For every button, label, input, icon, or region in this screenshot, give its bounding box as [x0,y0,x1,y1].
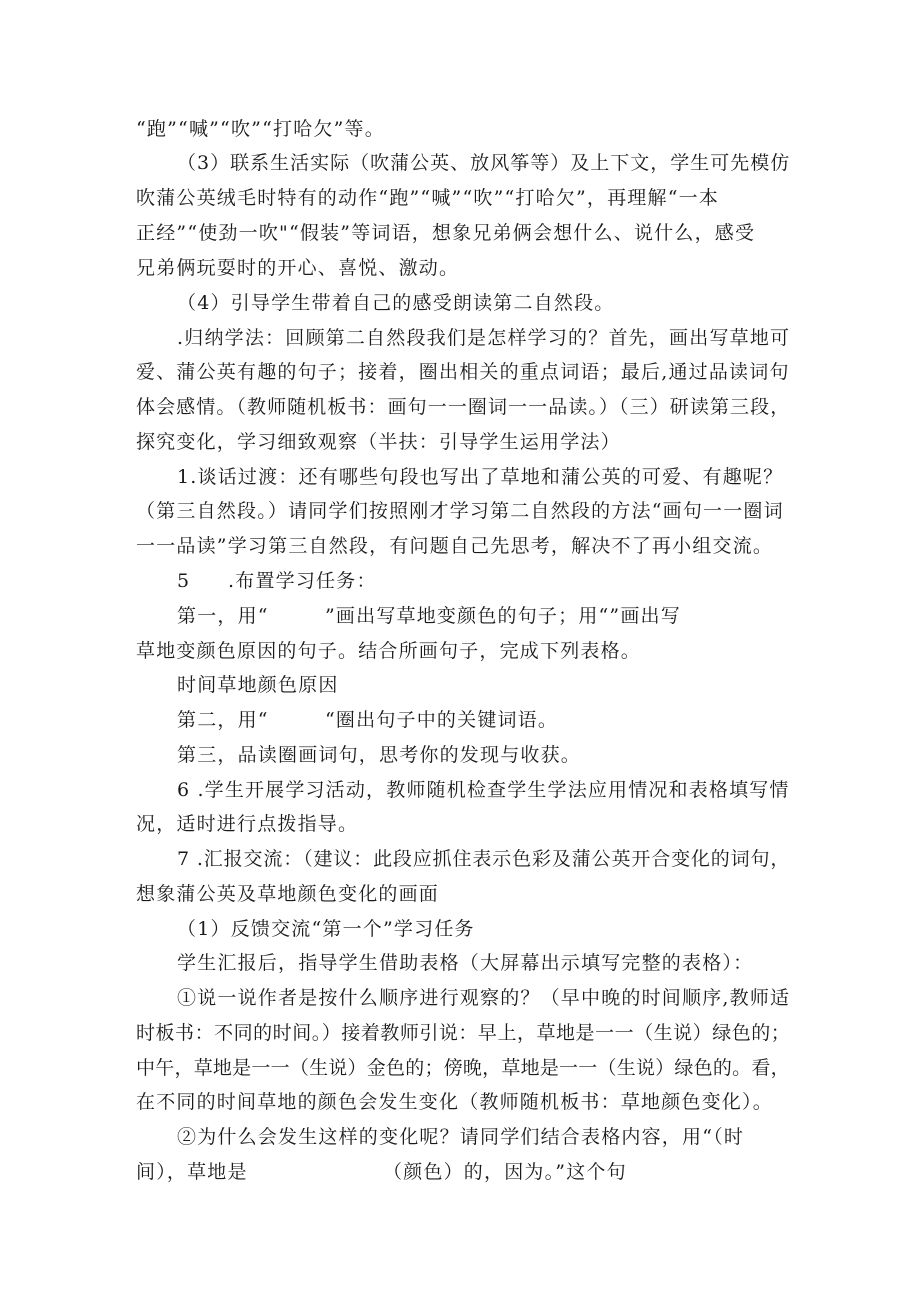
text-line: 兄弟俩玩耍时的开心、喜悦、激动。 [136,257,460,279]
text-line: 中午，草地是一一（生说）金色的；傍晚，草地是一一（生说）绿色的。看， [136,1057,790,1079]
text-line: （第三自然段。）请同学们按照刚才学习第二自然段的方法“画句一一圈词 [136,500,784,522]
text-line: ②为什么会发生这样的变化呢？请同学们结合表格内容，用“（时 [177,1126,745,1148]
text-line: 况，适时进行点拨指导。 [136,813,359,835]
text-line: 爱、蒲公英有趣的句子；接着，圈出相关的重点词语；最后,通过品读词句 [136,361,790,383]
text-line: 一一品读”学习第三自然段，有问题自己先思考，解决不了再小组交流。 [136,535,774,557]
text-line: 想象蒲公英及草地颜色变化的画面 [136,883,440,905]
text-line: 正经”“使劲一吹"“假装”等词语，想象兄弟俩会想什么、说什么，感受 [136,222,756,244]
text-line: 间），草地是 [136,1161,248,1183]
text-line: 学生汇报后，指导学生借助表格（大屏幕出示填写完整的表格）： [177,952,754,974]
text-line: ”画出写草地变颜色的句子；用“”画出写 [325,605,681,627]
list-number: 5 [177,570,191,592]
text-line: ①说一说作者是按什么顺序进行观察的？（早中晚的时间顺序,教师适 [177,987,791,1009]
text-line: 1.谈话过渡：还有哪些句段也写出了草地和蒲公英的可爱、有趣呢？ [177,466,784,488]
text-line: 在不同的时间草地的颜色会发生变化（教师随机板书：草地颜色变化）。 [136,1091,773,1113]
text-line: 第二，用“ [177,709,269,731]
text-line: 时板书：不同的时间。）接着教师引说：早上，草地是一一（生说）绿色的； [136,1022,791,1044]
text-line: 吹蒲公英绒毛时特有的动作“跑”“喊”“吹”“打哈欠”，再理解“一本 [136,187,720,209]
text-line: 草地变颜色原因的句子。结合所画句子，完成下列表格。 [136,640,642,662]
text-line: 第三，品读圈画词句，思考你的发现与收获。 [177,744,582,766]
text-line: （4）引导学生带着自己的感受朗读第二自然段。 [177,292,615,314]
text-line: （3）联系生活实际（吹蒲公英、放风筝等）及上下文，学生可先模仿 [177,152,791,174]
text-line: .归纳学法：回顾第二自然段我们是怎样学习的？首先，画出写草地可 [177,327,791,349]
text-line: “圈出句子中的关键词语。 [325,709,559,731]
text-line: （1）反馈交流“第一个”学习任务 [177,918,475,940]
text-line: “跑”“喊”“吹”“打哈欠”等。 [136,118,385,140]
text-line: （颜色）的，因为。”这个句 [383,1161,627,1183]
text-line: 体会感情。（教师随机板书：画句一一圈词一一品读。）（三）研读第三段， [136,396,791,418]
text-line: 探究变化，学习细致观察（半扶：引导学生运用学法） [136,431,621,453]
text-line: .布置学习任务： [228,570,377,592]
text-line: 时间草地颜色原因 [177,674,339,696]
text-line: 6 .学生开展学习活动，教师随机检查学生学法应用情况和表格填写情 [177,779,790,801]
text-line: 第一，用“ [177,605,269,627]
text-line: 7 .汇报交流：（建议：此段应抓住表示色彩及蒲公英开合变化的词句， [177,848,791,870]
